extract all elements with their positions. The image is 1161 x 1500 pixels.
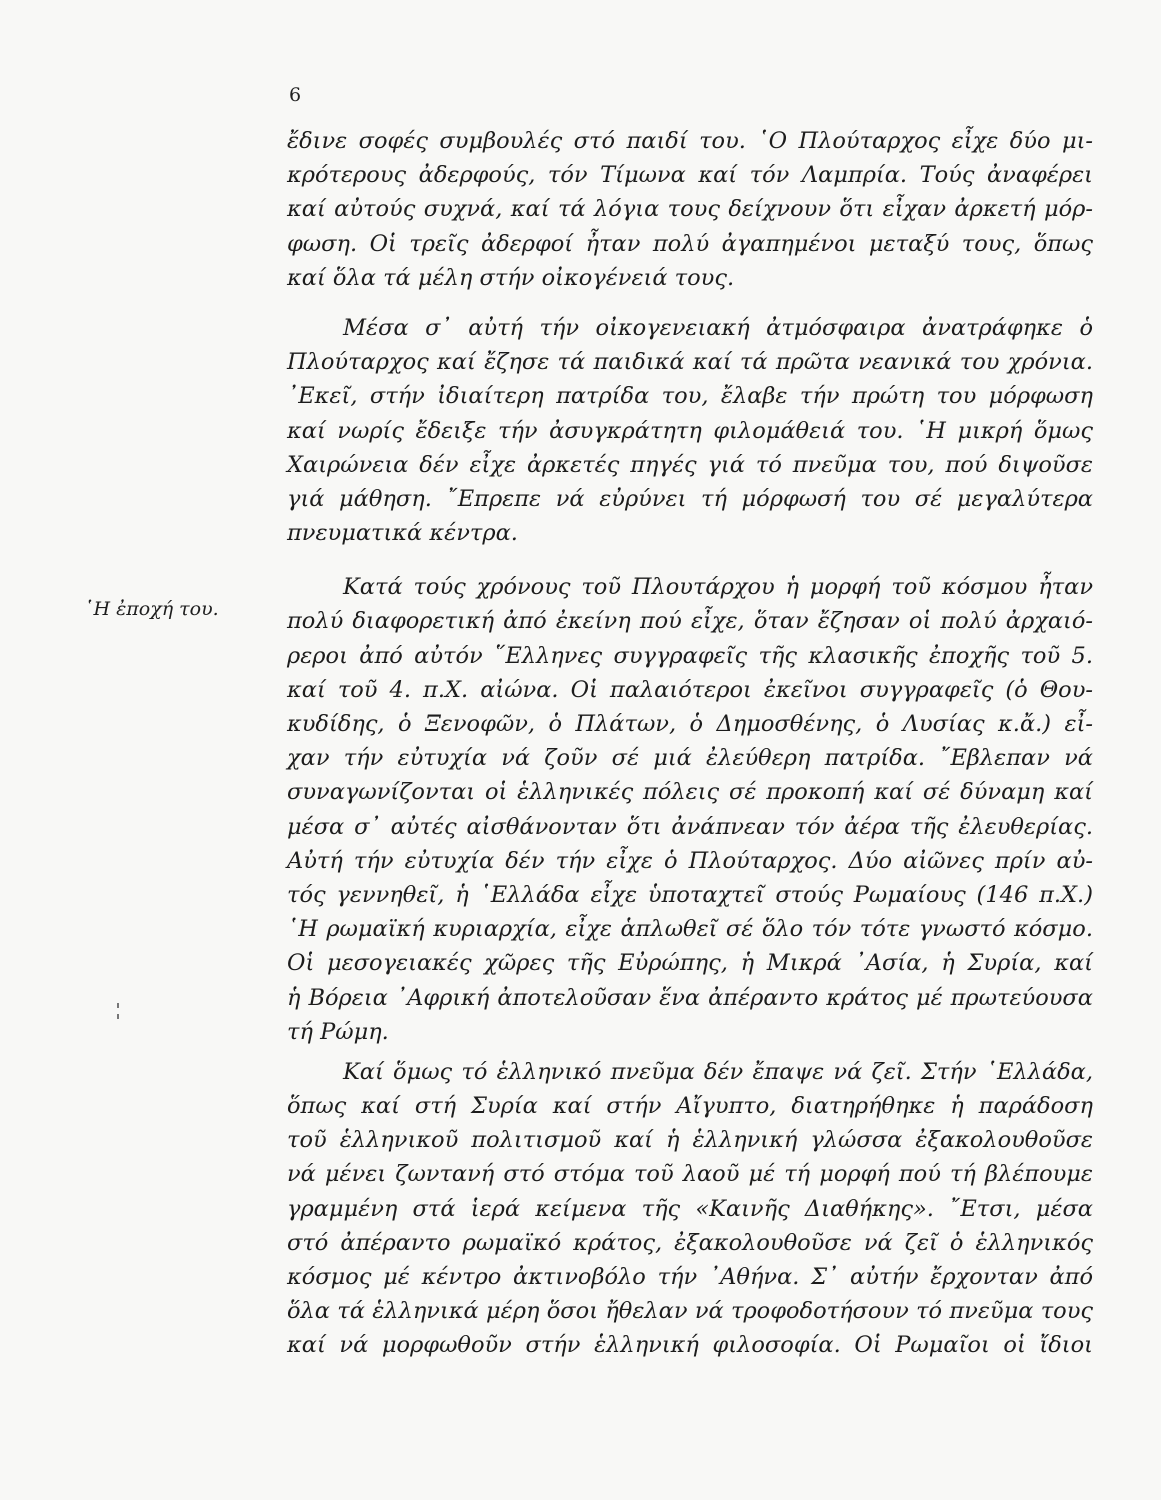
paragraph-4 [287, 1055, 1093, 1363]
text-line: Μέσα σ᾿ αὐτή τήν οἰκογενειακή ἀτμόσφαιρα ἀνατράφηκε ὁ [343, 314, 1093, 341]
margin-note: ῾Η ἐποχή του. [84, 598, 219, 620]
text-line: ἡ Βόρεια ᾿Αφρική ἀποτελοῦσαν ἕνα ἀπέραντο κράτος μέ πρωτεύουσα [287, 984, 1093, 1011]
text-line: καί τοῦ 4. π.Χ. αἰώνα. Οἱ παλαιότεροι ἐκεῖνοι συγγραφεῖς (ὁ Θου- [287, 676, 1093, 703]
text-line: ᾿Εκεῖ, στήν ἰδιαίτερη πατρίδα του, ἔλαβε τήν πρώτη του μόρφωση [287, 383, 1093, 410]
text-line: κρότερους ἀδερφούς, τόν Τίμωνα καί τόν Λαμπρία. Τούς ἀναφέρει [287, 162, 1093, 189]
paragraph-gap [287, 295, 1093, 311]
text-line: καί νωρίς ἔδειξε τήν ἀσυγκράτητη φιλομάθειά του. ῾Η μικρή ὅμως [287, 417, 1093, 444]
text-line: ρεροι ἀπό αὐτόν ῞Ελληνες συγγραφεῖς τῆς κλασικῆς ἐποχῆς τοῦ 5. [287, 642, 1093, 669]
text-line: ἔδινε σοφές συμβουλές στό παιδί του. ῾Ο Πλούταρχος εἶχε δύο μι- [287, 128, 1093, 154]
paragraph-1 [287, 124, 1093, 295]
text-line: νά μένει ζωντανή στό στόμα τοῦ λαοῦ μέ τή μορφή πού τή βλέπουμε [287, 1161, 1093, 1188]
text-line: γραμμένη στά ἱερά κείμενα τῆς «Καινῆς Διαθήκης». ῎Ετσι, μέσα [287, 1195, 1093, 1222]
body-text [287, 124, 1093, 1363]
text-line: φωση. Οἱ τρεῖς ἀδερφοί ἦταν πολύ ἀγαπημένοι μεταξύ τους, ὅπως [287, 230, 1093, 257]
scan-speck [117, 1003, 119, 1008]
page-number: 6 [289, 84, 302, 106]
text-line: τή Ρώμη. [287, 1018, 389, 1045]
text-line: τός γεννηθεῖ, ἡ ῾Ελλάδα εἶχε ὑποταχτεῖ στούς Ρωμαίους (146 π.Χ.) [287, 881, 1093, 908]
paragraph-3 [287, 570, 1093, 1049]
text-line: πνευματικά κέντρα. [287, 520, 518, 547]
text-line: στό ἀπέραντο ρωμαϊκό κράτος, ἐξακολουθοῦσε νά ζεῖ ὁ ἑλληνικός [287, 1229, 1093, 1256]
text-line: ὅλα τά ἑλληνικά μέρη ὅσοι ἤθελαν νά τροφοδοτήσουν τό πνεῦμα τους [287, 1298, 1093, 1325]
text-line: Οἱ μεσογειακές χῶρες τῆς Εὐρώπης, ἡ Μικρά ᾿Ασία, ἡ Συρία, καί [287, 950, 1093, 977]
paragraph-2 [287, 311, 1093, 550]
text-line: καί νά μορφωθοῦν στήν ἑλληνική φιλοσοφία. Οἱ Ρωμαῖοι οἱ ἴδιοι [287, 1332, 1093, 1359]
text-line: Χαιρώνεια δέν εἶχε ἀρκετές πηγές γιά τό πνεῦμα του, πού διψοῦσε [287, 451, 1093, 478]
text-line: ὅπως καί στή Συρία καί στήν Αἴγυπτο, διατηρήθηκε ἡ παράδοση [287, 1093, 1093, 1120]
text-line: καί αὐτούς συχνά, καί τά λόγια τους δείχνουν ὅτι εἶχαν ἀρκετή μόρ- [287, 196, 1093, 223]
text-line: πολύ διαφορετική ἀπό ἐκείνη πού εἶχε, ὅταν ἔζησαν οἱ πολύ ἀρχαιό- [287, 608, 1093, 635]
text-line: ῾Η ρωμαϊκή κυριαρχία, εἶχε ἁπλωθεῖ σέ ὅλο τόν τότε γνωστό κόσμο. [287, 916, 1093, 943]
text-line: γιά μάθηση. ῎Επρεπε νά εὐρύνει τή μόρφωσή του σέ μεγαλύτερα [287, 485, 1093, 512]
text-line: Αὐτή τήν εὐτυχία δέν τήν εἶχε ὁ Πλούταρχος. Δύο αἰῶνες πρίν αὐ- [287, 847, 1093, 874]
scan-speck [117, 1014, 119, 1019]
text-line: συναγωνίζονται οἱ ἑλληνικές πόλεις σέ προκοπή καί σέ δύναμη καί [287, 779, 1093, 806]
text-line: Πλούταρχος καί ἔζησε τά παιδικά καί τά πρῶτα νεανικά του χρόνια. [287, 349, 1093, 376]
text-line: μέσα σ᾿ αὐτές αἰσθάνονταν ὅτι ἀνάπνεαν τόν ἀέρα τῆς ἐλευθερίας. [287, 813, 1093, 840]
text-line: Καί ὅμως τό ἑλληνικό πνεῦμα δέν ἔπαψε νά ζεῖ. Στήν ῾Ελλάδα, [343, 1058, 1093, 1085]
paragraph-gap [287, 550, 1093, 570]
text-line: καί ὅλα τά μέλη στήν οἰκογένειά τους. [287, 264, 735, 291]
text-line: κόσμος μέ κέντρο ἀκτινοβόλο τήν ᾿Αθήνα. Σ᾿ αὐτήν ἔρχονταν ἀπό [287, 1264, 1093, 1290]
text-line: χαν τήν εὐτυχία νά ζοῦν σέ μιά ἐλεύθερη πατρίδα. ῎Εβλεπαν νά [287, 745, 1093, 772]
text-line: τοῦ ἑλληνικοῦ πολιτισμοῦ καί ἡ ἑλληνική γλώσσα ἐξακολουθοῦσε [287, 1127, 1093, 1154]
text-line: κυδίδης, ὁ Ξενοφῶν, ὁ Πλάτων, ὁ Δημοσθένης, ὁ Λυσίας κ.ἄ.) εἶ- [287, 711, 1093, 737]
text-line: Κατά τούς χρόνους τοῦ Πλουτάρχου ἡ μορφή τοῦ κόσμου ἦταν [343, 574, 1093, 601]
